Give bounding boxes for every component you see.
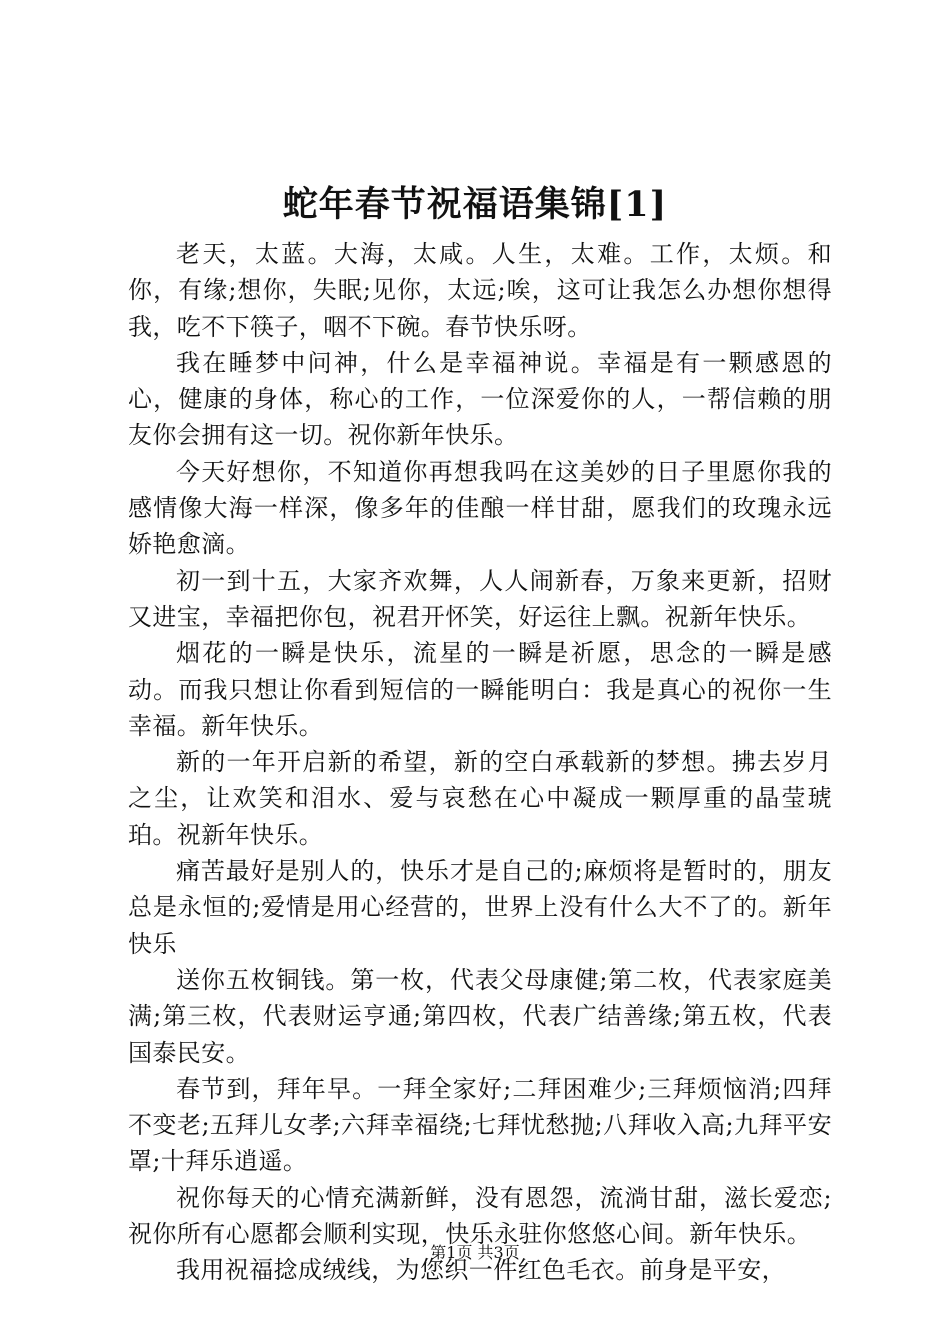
document-body xyxy=(128,236,832,1289)
paragraph: 祝你每天的心情充满新鲜，没有恩怨，流淌甘甜，滋长爱恋;祝你所有心愿都会顺利实现，快乐永驻你悠悠心间。新年快乐。 xyxy=(128,1183,832,1249)
document-title: 蛇年春节祝福语集锦[1] xyxy=(282,184,668,225)
paragraph: 今天好想你，不知道你再想我吗在这美妙的日子里愿你我的感情像大海一样深，像多年的佳酿一样甘甜，愿我们的玫瑰永远娇艳愈滴。 xyxy=(128,457,832,559)
paragraph: 老天，太蓝。大海，太咸。人生，太难。工作，太烦。和你，有缘;想你，失眠;见你，太远;唉，这可让我怎么办想你想得我，吃不下筷子，咽不下碗。春节快乐呀。 xyxy=(128,240,832,341)
page-footer: 第1页 共3页 xyxy=(430,1243,520,1262)
paragraph: 我用祝福捻成绒线，为您织一件红色毛衣。前身是平安， xyxy=(176,1256,786,1285)
paragraph: 春节到，拜年早。一拜全家好;二拜困难少;三拜烦恼消;四拜不变老;五拜儿女孝;六拜幸福绕;七拜忧愁抛;八拜收入高;九拜平安罩;十拜乐逍遥。 xyxy=(128,1074,832,1176)
paragraph: 我在睡梦中问神，什么是幸福神说。幸福是有一颗感恩的心，健康的身体，称心的工作，一位深爱你的人，一帮信赖的朋友你会拥有这一切。祝你新年快乐。 xyxy=(128,348,832,450)
paragraph: 新的一年开启新的希望，新的空白承载新的梦想。拂去岁月之尘，让欢笑和泪水、爱与哀愁在心中凝成一颗厚重的晶莹琥珀。祝新年快乐。 xyxy=(128,748,832,849)
paragraph: 送你五枚铜钱。第一枚，代表父母康健;第二枚，代表家庭美满;第三枚，代表财运亨通;第四枚，代表广结善缘;第五枚，代表国泰民安。 xyxy=(128,965,832,1067)
paragraph: 初一到十五，大家齐欢舞，人人闹新春，万象来更新，招财又进宝，幸福把你包，祝君开怀笑，好运往上飘。祝新年快乐。 xyxy=(128,566,832,631)
paragraph: 烟花的一瞬是快乐，流星的一瞬是祈愿，思念的一瞬是感动。而我只想让你看到短信的一瞬能明白：我是真心的祝你一生幸福。新年快乐。 xyxy=(128,639,832,740)
paragraph: 痛苦最好是别人的，快乐才是自己的;麻烦将是暂时的，朋友总是永恒的;爱情是用心经营的，世界上没有什么大不了的。新年快乐 xyxy=(128,857,832,958)
